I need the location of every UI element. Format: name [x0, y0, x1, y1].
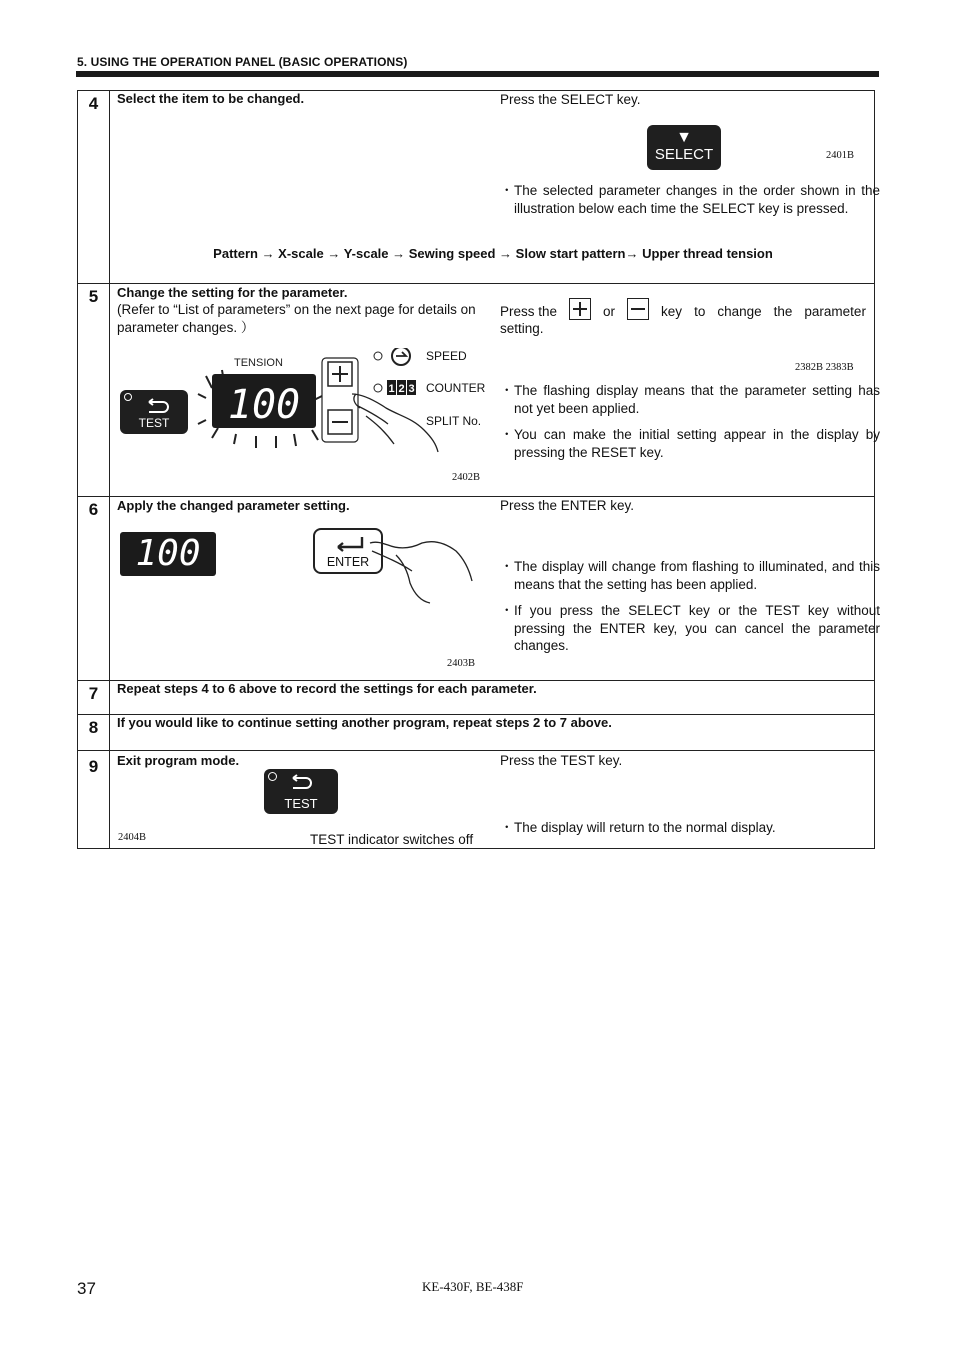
enter-label: ENTER: [326, 555, 370, 569]
speed-label: SPEED: [426, 349, 467, 363]
counter-led-icon: [374, 384, 382, 392]
note-bullet: ・ The selected parameter changes in the order shown in the illustration below each time the SELECT key is pressed.: [500, 182, 880, 217]
step-row-4: [78, 91, 875, 284]
step-row-7: [78, 681, 875, 715]
triangle-down-icon: ▼: [676, 129, 692, 146]
parameter-sequence: Pattern → X-scale → Y-scale → Sewing speed → Slow start pattern→ Upper thread tension: [213, 246, 773, 261]
step-title: Change the setting for the parameter.: [117, 285, 348, 300]
step-instruction: Press the SELECT key.: [500, 92, 641, 107]
test-led-icon: [268, 772, 277, 781]
test-label: TEST: [138, 416, 170, 430]
note-bullet: ・ You can make the initial setting appear in the display by pressing the RESET key.: [500, 426, 880, 461]
enter-key-illustration: [312, 527, 482, 607]
figure-ref: 2401B: [826, 150, 855, 161]
step-body: [110, 715, 875, 751]
step-number: 4: [78, 91, 110, 284]
step-number: 7: [78, 681, 110, 715]
lcd-value: 100: [227, 382, 301, 428]
model-name: KE-430F, BE-438F: [422, 1279, 524, 1294]
figure-ref: 2403B: [447, 658, 476, 669]
figure-ref: 2404B: [118, 832, 147, 843]
step-body: [110, 751, 875, 849]
note-bullet: ・ If you press the SELECT key or the TEST key without pressing the ENTER key, you can cancel the parameter changes.: [500, 602, 880, 655]
step-body: [110, 284, 880, 497]
steps-table: [77, 90, 880, 849]
note-bullet: ・ The flashing display means that the parameter setting has not yet been applied.: [500, 382, 880, 417]
lcd-display: [120, 532, 216, 576]
step-instruction: Press the ENTER key.: [500, 498, 635, 513]
step-body: [110, 497, 880, 681]
step-title: Apply the changed parameter setting.: [117, 498, 350, 513]
step-title: Exit program mode.: [117, 753, 240, 768]
step-body: [110, 91, 880, 284]
step-instruction: Press the TEST key.: [500, 753, 623, 768]
note-bullet: ・ The display will return to the normal display.: [500, 819, 880, 837]
step-title: Select the item to be changed.: [117, 91, 305, 106]
page-number: 37: [77, 1279, 96, 1298]
select-key[interactable]: ▼ SELECT: [647, 125, 721, 170]
figure-ref: 2402B: [452, 472, 481, 483]
step-title: Repeat steps 4 to 6 above to record the settings for each parameter.: [117, 681, 537, 696]
step-row-6: [78, 497, 875, 681]
step-instruction: Press the or key to change the parameter setting.: [500, 298, 866, 338]
section-header: 5. USING THE OPERATION PANEL (BASIC OPERATIONS): [77, 55, 408, 69]
split-label: SPLIT No.: [426, 414, 482, 428]
step-note: (Refer to “List of parameters” on the next page for details on parameter changes. ）: [117, 302, 476, 335]
step-number: 8: [78, 715, 110, 751]
tension-label: TENSION: [234, 357, 283, 369]
step-body: [110, 681, 875, 715]
header-rule: [76, 71, 879, 77]
figure-ref: 2382B 2383B: [795, 362, 854, 373]
step-row-8: [78, 715, 875, 751]
counter-digit: 2: [398, 383, 405, 395]
counter-label: COUNTER: [426, 381, 486, 395]
return-arrow-icon: [288, 774, 314, 792]
step-row-9: [78, 751, 875, 849]
speed-led-icon: [374, 352, 382, 360]
lcd-value: 100: [135, 533, 201, 574]
test-key[interactable]: TEST: [264, 769, 338, 814]
note-bullet: ・ The display will change from flashing to illuminated, and this means that the setting has been applied.: [500, 558, 880, 593]
step-number: 6: [78, 497, 110, 681]
counter-digit: 3: [408, 383, 415, 395]
step-title: If you would like to continue setting another program, repeat steps 2 to 7 above.: [117, 715, 612, 730]
step-number: 9: [78, 751, 110, 849]
counter-digit: 1: [388, 383, 395, 395]
step-number: 5: [78, 284, 110, 497]
step-row-5: [78, 284, 875, 497]
pressing-hand: [370, 542, 472, 603]
plus-key-icon: [569, 298, 591, 320]
minus-key-icon: [627, 298, 649, 320]
test-indicator-caption: TEST indicator switches off: [310, 832, 474, 847]
operation-panel-illustration: [116, 348, 496, 468]
